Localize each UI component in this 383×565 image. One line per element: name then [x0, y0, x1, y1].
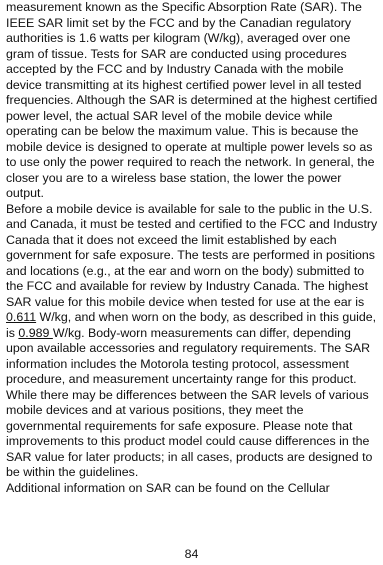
document-body	[6, 0, 380, 496]
sar-differences-paragraph: While there may be differences between the SAR levels of various mobile devices and at various positions, they meet the governmental requirements for safe exposure. Please note that improvements to this product model could cause differences in the SAR value for later products; in all cases, products are designed to be within the guidelines.	[6, 387, 373, 479]
sar-intro-paragraph: measurement known as the Specific Absorption Rate (SAR). The IEEE SAR limit set by the FCC and by the Canadian regulatory authorities is 1.6 watts per kilogram (W/kg), averaged over one gram of tissue. Tests for SAR are conducted using procedures accepted by the FCC and by Industry Canada with the mobile device transmitting at its highest certified power level in all tested frequencies. Although the SAR is determined at the highest certified power level, the actual SAR level of the mobile device while operating can be below the maximum value. This is because the mobile device is designed to operate at multiple power levels so as to use only the power required to reach the network. In general, the closer you are to a wireless base station, the lower the power output.	[6, 0, 378, 200]
sar-testing-text: Before a mobile device is available for sale to the public in the U.S. and Canada, it must be tested and certified to the FCC and Industry Canada that it does not exceed the limit established by each government for safe exposure. The tests are performed in positions and locations (e.g., at the ear and worn on the body) submitted to the FCC and available for review by Industry Canada. The highest SAR value for this mobile device when tested for use at the ear is	[6, 201, 378, 309]
sar-testing-text-end: W/kg. Body-worn measurements can differ, depending upon available accessories and regulatory requirements. The SAR information includes the Motorola testing protocol, assessment procedure, and measurement uncertainty range for this product.	[6, 325, 371, 386]
sar-additional-info-paragraph: Additional information on SAR can be found on the Cellular	[6, 480, 330, 495]
sar-ear-value: 0.611	[6, 310, 37, 324]
sar-body-value: 0.989	[18, 325, 53, 340]
sar-testing-text-middle: W/kg, and when worn on the body, as described in this guide, is	[6, 310, 377, 340]
page-number: 84	[184, 547, 199, 561]
sar-testing-paragraph	[6, 202, 380, 388]
